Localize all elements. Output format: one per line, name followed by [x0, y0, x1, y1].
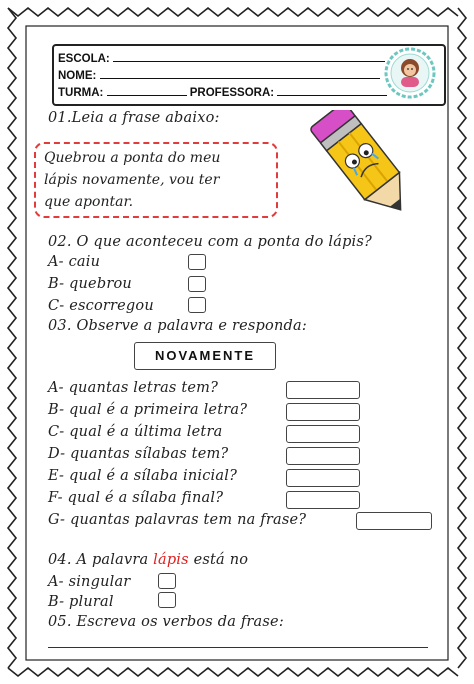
- word-box: NOVAMENTE: [134, 342, 276, 370]
- q4-prompt-after: está no: [193, 552, 249, 568]
- q4-option-a: A- singular: [48, 574, 131, 590]
- q4-checkbox-b[interactable]: [158, 592, 176, 608]
- class-label: TURMA:: [58, 87, 104, 99]
- q2-option-c: C- escorregou: [48, 298, 154, 314]
- class-field[interactable]: [58, 84, 387, 99]
- name-label: NOME:: [58, 70, 97, 82]
- q3-item-d: D- quantas sílabas tem?: [48, 446, 229, 462]
- q5-prompt: 05. Escreva os verbos da frase:: [48, 614, 284, 630]
- q3-answer-f[interactable]: [286, 491, 360, 509]
- q3-item-f: F- qual é a sílaba final?: [48, 490, 224, 506]
- q3-answer-e[interactable]: [286, 469, 360, 487]
- q2-prompt: 02. O que aconteceu com a ponta do lápis?: [48, 234, 372, 250]
- teacher-logo-icon: [384, 46, 436, 100]
- q2-checkbox-a[interactable]: [188, 254, 206, 270]
- q3-answer-c[interactable]: [286, 425, 360, 443]
- q2-checkbox-c[interactable]: [188, 297, 206, 313]
- quote-line-2: lápis novamente, vou ter: [44, 172, 220, 188]
- q1-prompt: 01.Leia a frase abaixo:: [48, 110, 220, 126]
- school-field[interactable]: [58, 50, 385, 65]
- q4-prompt-before: 04. A palavra: [48, 552, 149, 568]
- q2-option-b: B- quebrou: [48, 276, 132, 292]
- q5-answer-line[interactable]: [48, 647, 428, 648]
- pencil-character-icon: [292, 110, 442, 230]
- q2-option-a: A- caiu: [48, 254, 101, 270]
- quote-line-1: Quebrou a ponta do meu: [44, 150, 221, 166]
- school-label: ESCOLA:: [58, 53, 110, 65]
- quote-line-3: que apontar.: [44, 194, 134, 210]
- name-field[interactable]: [58, 67, 380, 82]
- q4-prompt: [48, 552, 248, 568]
- q3-item-a: A- quantas letras tem?: [48, 380, 219, 396]
- q3-answer-d[interactable]: [286, 447, 360, 465]
- q3-answer-b[interactable]: [286, 403, 360, 421]
- q3-item-e: E- qual é a sílaba inicial?: [48, 468, 238, 484]
- q4-checkbox-a[interactable]: [158, 573, 176, 589]
- q3-answer-g[interactable]: [356, 512, 432, 530]
- q3-item-g: G- quantas palavras tem na frase?: [48, 512, 307, 528]
- q3-item-c: C- qual é a última letra: [48, 424, 223, 440]
- q4-option-b: B- plural: [48, 594, 114, 610]
- teacher-label: PROFESSORA:: [189, 87, 275, 99]
- q3-answer-a[interactable]: [286, 381, 360, 399]
- q3-prompt: 03. Observe a palavra e responda:: [48, 318, 307, 334]
- q2-checkbox-b[interactable]: [188, 276, 206, 292]
- q4-highlight-word: lápis: [153, 552, 189, 568]
- q3-item-b: B- qual é a primeira letra?: [48, 402, 248, 418]
